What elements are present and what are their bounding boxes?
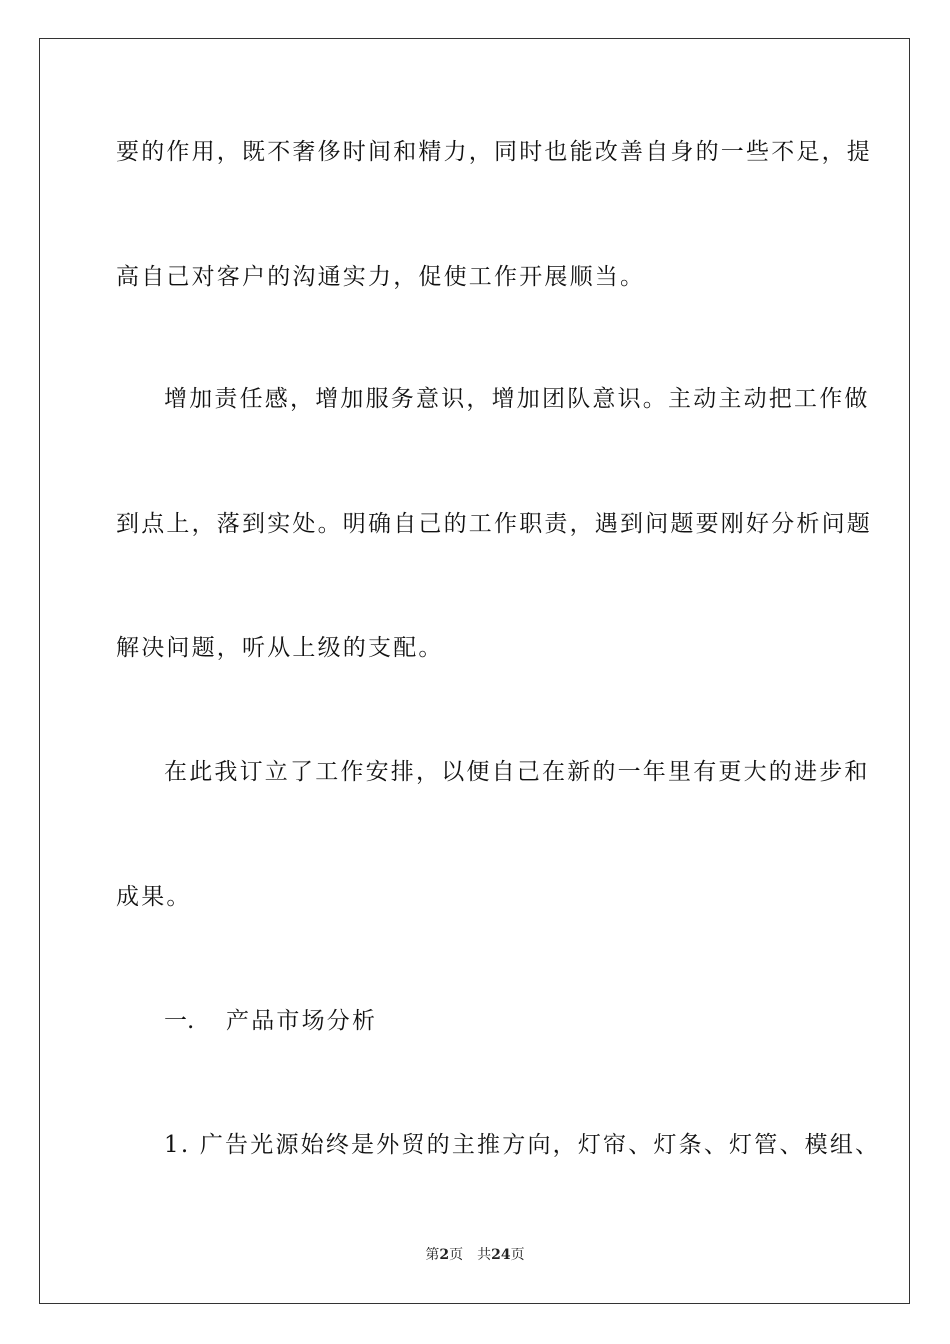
section-heading-number: 一.	[164, 1008, 195, 1034]
footer-total-prefix: 共	[477, 1247, 492, 1263]
paragraph-line: 成果。	[116, 884, 192, 910]
section-heading-title: 产品市场分析	[226, 1008, 378, 1034]
page-footer	[0, 1246, 950, 1264]
paragraph-line: 增加责任感，增加服务意识，增加团队意识。主动主动把工作做	[164, 386, 870, 412]
paragraph-line: 到点上，落到实处。明确自己的工作职责，遇到问题要刚好分析问题	[116, 511, 872, 537]
footer-total-pages: 24	[491, 1247, 511, 1263]
footer-page-number: 2	[439, 1247, 450, 1263]
footer-page-prefix: 第	[425, 1247, 440, 1263]
paragraph-line: 高自己对客户的沟通实力，促使工作开展顺当。	[116, 264, 646, 290]
page-border	[39, 38, 910, 1304]
paragraph-line: 要的作用，既不奢侈时间和精力，同时也能改善自身的一些不足，提	[116, 139, 872, 165]
list-item: 1. 广告光源始终是外贸的主推方向，灯帘、灯条、灯管、模组、	[164, 1132, 881, 1158]
footer-page-suffix: 页	[449, 1247, 464, 1263]
paragraph-line: 解决问题，听从上级的支配。	[116, 635, 444, 661]
paragraph-line: 在此我订立了工作安排，以便自己在新的一年里有更大的进步和	[164, 759, 870, 785]
footer-total-suffix: 页	[510, 1247, 525, 1263]
